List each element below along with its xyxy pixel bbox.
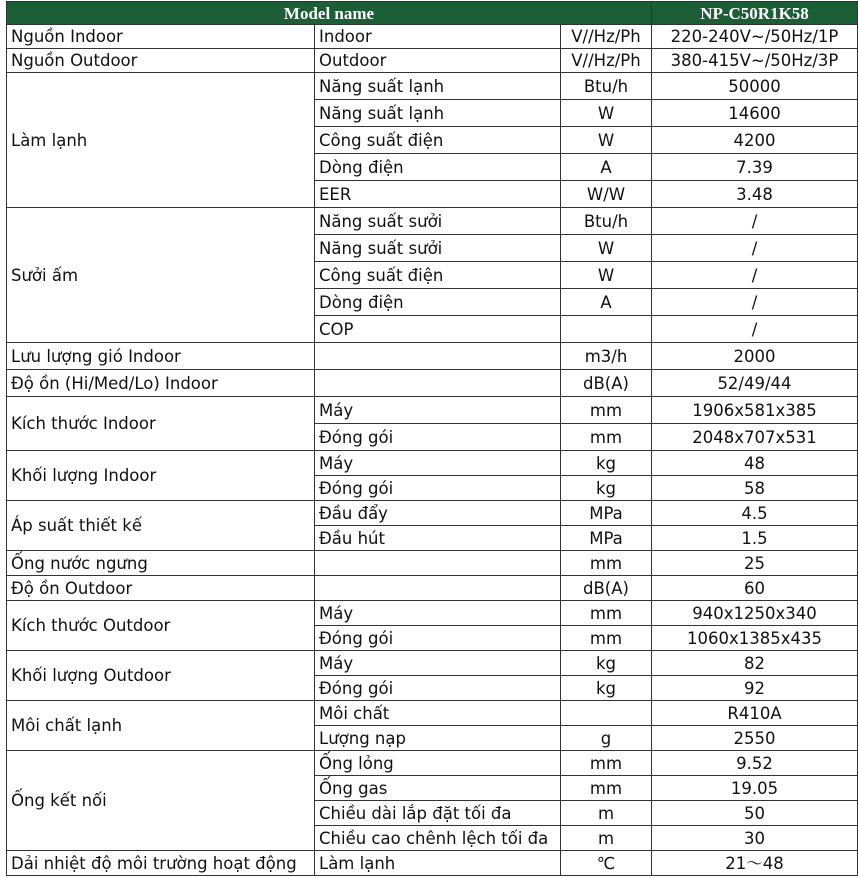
spec-unit: m (561, 801, 652, 826)
spec-value: / (652, 262, 858, 289)
spec-sub-item: Công suất điện (315, 127, 561, 154)
table-row (7, 49, 858, 73)
table-row (7, 501, 858, 526)
table-row (7, 551, 858, 576)
table-row (7, 851, 858, 876)
spec-sub-item: Năng suất sưởi (315, 235, 561, 262)
spec-sub-item: Máy (315, 651, 561, 676)
spec-sub-item: Dòng điện (315, 154, 561, 181)
spec-unit (561, 316, 652, 343)
spec-group-name: Nguồn Outdoor (7, 49, 315, 73)
spec-unit: ℃ (561, 851, 652, 876)
table-row (7, 601, 858, 626)
table-row (7, 651, 858, 676)
spec-sub-item: Năng suất lạnh (315, 73, 561, 100)
spec-sub-item: Năng suất lạnh (315, 100, 561, 127)
spec-value: 1060x1385x435 (652, 626, 858, 651)
spec-group-name: Ống kết nối (7, 751, 315, 851)
spec-sub-item: Chiều dài lắp đặt tối đa (315, 801, 561, 826)
spec-sub-item: Máy (315, 601, 561, 626)
spec-value: 2000 (652, 343, 858, 370)
spec-value: 1.5 (652, 526, 858, 551)
table-row (7, 751, 858, 776)
spec-value: 2048x707x531 (652, 424, 858, 451)
spec-sub-item: Đóng gói (315, 424, 561, 451)
spec-unit: m3/h (561, 343, 652, 370)
spec-sub-item: Indoor (315, 25, 561, 49)
spec-unit: kg (561, 451, 652, 476)
spec-unit: mm (561, 626, 652, 651)
spec-value: 2550 (652, 726, 858, 751)
spec-sub-item (315, 576, 561, 601)
spec-sub-item: Ống lỏng (315, 751, 561, 776)
spec-sub-item: EER (315, 181, 561, 208)
spec-unit: MPa (561, 526, 652, 551)
spec-value: 92 (652, 676, 858, 701)
spec-unit: W/W (561, 181, 652, 208)
spec-sub-item: Đầu đẩy (315, 501, 561, 526)
spec-group-name: Làm lạnh (7, 73, 315, 208)
spec-value: / (652, 289, 858, 316)
spec-unit: dB(A) (561, 576, 652, 601)
spec-value: 220-240V~/50Hz/1P (652, 25, 858, 49)
spec-table (6, 1, 858, 876)
spec-sub-item (315, 370, 561, 397)
table-row (7, 397, 858, 424)
table-row (7, 73, 858, 100)
spec-value: / (652, 208, 858, 235)
spec-unit: kg (561, 676, 652, 701)
spec-value: 50 (652, 801, 858, 826)
spec-body (7, 25, 858, 876)
table-row (7, 25, 858, 49)
spec-group-name: Kích thước Outdoor (7, 601, 315, 651)
spec-sub-item: Chiều cao chênh lệch tối đa (315, 826, 561, 851)
spec-unit: Btu/h (561, 208, 652, 235)
spec-group-name: Ống nước ngưng (7, 551, 315, 576)
spec-sub-item: Làm lạnh (315, 851, 561, 876)
spec-value: 48 (652, 451, 858, 476)
spec-group-name: Môi chất lạnh (7, 701, 315, 751)
spec-value: 9.52 (652, 751, 858, 776)
header-row (7, 2, 858, 25)
spec-unit: A (561, 289, 652, 316)
spec-value: 380-415V~/50Hz/3P (652, 49, 858, 73)
spec-unit: Btu/h (561, 73, 652, 100)
spec-sub-item: COP (315, 316, 561, 343)
spec-value: 4200 (652, 127, 858, 154)
spec-group-name: Sưởi ấm (7, 208, 315, 343)
spec-value: 82 (652, 651, 858, 676)
spec-value: 14600 (652, 100, 858, 127)
spec-sub-item: Công suất điện (315, 262, 561, 289)
spec-sub-item: Lượng nạp (315, 726, 561, 751)
spec-sub-item: Đầu hút (315, 526, 561, 551)
spec-unit: W (561, 235, 652, 262)
spec-unit: mm (561, 776, 652, 801)
spec-sub-item: Đóng gói (315, 676, 561, 701)
spec-group-name: Dải nhiệt độ môi trường hoạt động (7, 851, 315, 876)
spec-unit: V//Hz/Ph (561, 25, 652, 49)
spec-sub-item: Máy (315, 397, 561, 424)
spec-unit: g (561, 726, 652, 751)
model-name-label: Model name (7, 2, 652, 25)
spec-value: 50000 (652, 73, 858, 100)
spec-sub-item: Năng suất sưởi (315, 208, 561, 235)
spec-value: 4.5 (652, 501, 858, 526)
spec-value: 7.39 (652, 154, 858, 181)
spec-value: 52/49/44 (652, 370, 858, 397)
spec-value: 19.05 (652, 776, 858, 801)
spec-value: 940x1250x340 (652, 601, 858, 626)
spec-unit: mm (561, 424, 652, 451)
spec-sub-item: Đóng gói (315, 626, 561, 651)
spec-unit (561, 701, 652, 726)
table-row (7, 208, 858, 235)
spec-unit: A (561, 154, 652, 181)
spec-group-name: Khối lượng Indoor (7, 451, 315, 501)
spec-unit: W (561, 262, 652, 289)
table-row (7, 576, 858, 601)
spec-value: 60 (652, 576, 858, 601)
spec-group-name: Áp suất thiết kế (7, 501, 315, 551)
spec-group-name: Nguồn Indoor (7, 25, 315, 49)
spec-unit: kg (561, 476, 652, 501)
model-number: NP-C50R1K58 (652, 2, 858, 25)
spec-value: 30 (652, 826, 858, 851)
spec-value: 3.48 (652, 181, 858, 208)
spec-group-name: Lưu lượng gió Indoor (7, 343, 315, 370)
spec-value: 1906x581x385 (652, 397, 858, 424)
spec-sub-item (315, 551, 561, 576)
table-row (7, 701, 858, 726)
spec-sub-item (315, 343, 561, 370)
spec-sub-item: Outdoor (315, 49, 561, 73)
spec-unit: W (561, 127, 652, 154)
spec-unit: m (561, 826, 652, 851)
spec-value: 25 (652, 551, 858, 576)
table-row (7, 343, 858, 370)
spec-sub-item: Máy (315, 451, 561, 476)
spec-unit: kg (561, 651, 652, 676)
spec-group-name: Khối lượng Outdoor (7, 651, 315, 701)
spec-unit: mm (561, 601, 652, 626)
spec-value: / (652, 235, 858, 262)
spec-unit: MPa (561, 501, 652, 526)
table-row (7, 451, 858, 476)
spec-value: 58 (652, 476, 858, 501)
spec-sub-item: Đóng gói (315, 476, 561, 501)
spec-unit: mm (561, 751, 652, 776)
spec-group-name: Độ ồn Outdoor (7, 576, 315, 601)
spec-group-name: Độ ồn (Hi/Med/Lo) Indoor (7, 370, 315, 397)
spec-unit: V//Hz/Ph (561, 49, 652, 73)
spec-sub-item: Môi chất (315, 701, 561, 726)
spec-group-name: Kích thước Indoor (7, 397, 315, 451)
spec-unit: dB(A) (561, 370, 652, 397)
spec-sub-item: Ống gas (315, 776, 561, 801)
spec-unit: W (561, 100, 652, 127)
spec-sub-item: Dòng điện (315, 289, 561, 316)
spec-value: 21～48 (652, 851, 858, 876)
spec-value: / (652, 316, 858, 343)
spec-value: R410A (652, 701, 858, 726)
spec-unit: mm (561, 397, 652, 424)
table-row (7, 370, 858, 397)
spec-unit: mm (561, 551, 652, 576)
